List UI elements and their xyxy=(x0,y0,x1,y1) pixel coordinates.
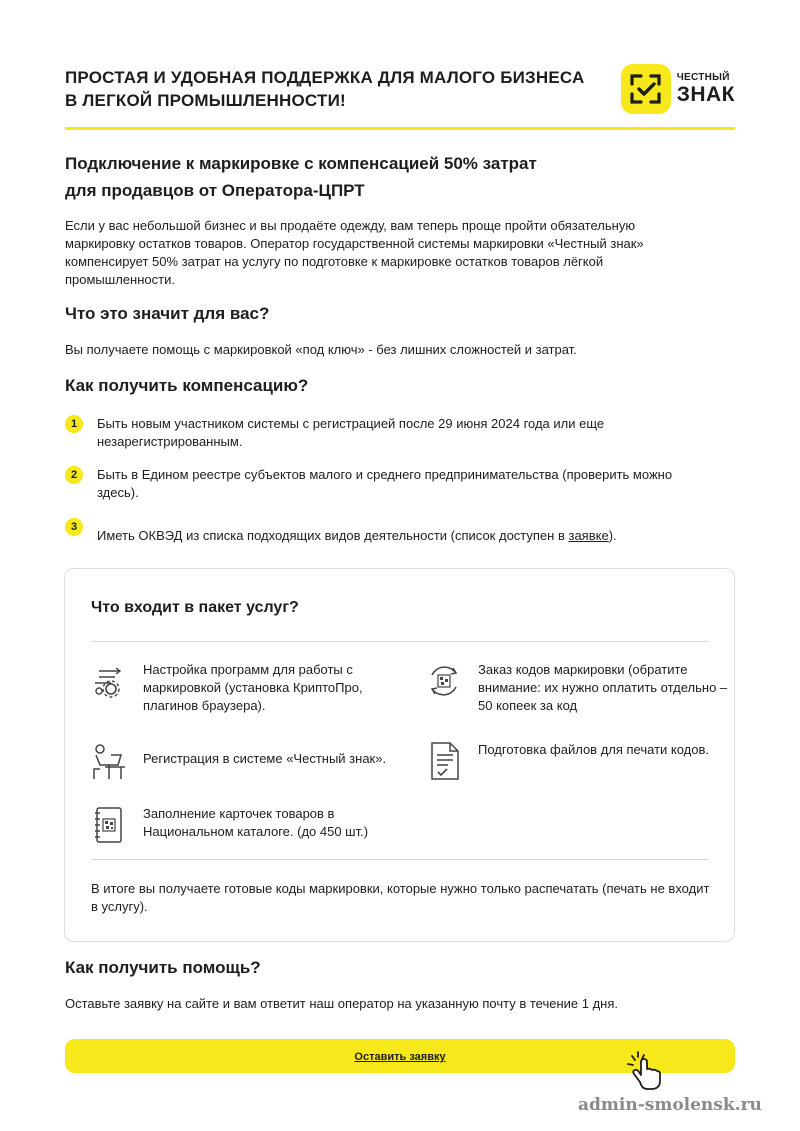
service-text: Подготовка файлов для печати кодов. xyxy=(478,742,710,757)
submit-application-label[interactable]: Оставить заявку xyxy=(354,1051,446,1063)
logo-wordmark xyxy=(677,73,735,105)
meaning-heading: Что это значит для вас? xyxy=(65,304,270,323)
card-divider xyxy=(91,641,709,642)
service-text: Регистрация в системе «Честный знак». xyxy=(143,751,387,766)
intro-heading xyxy=(65,150,735,204)
logo-line2: ЗНАК xyxy=(676,83,735,106)
intro-heading-line1: Подключение к маркировке с компенсацией 50% затрат xyxy=(65,154,537,173)
step-text: Быть в Едином реестре субъектов малого и среднего предпринимательства (проверить можно здесь). xyxy=(97,467,673,500)
package-footer-text: В итоге вы получаете готовые коды маркировки, которые нужно только распечатать (печать не входит в услугу). xyxy=(91,881,710,914)
header-divider xyxy=(65,127,735,130)
step-number: 3 xyxy=(65,518,83,536)
compensation-heading: Как получить компенсацию? xyxy=(65,376,309,395)
document-check-icon xyxy=(426,741,462,781)
step-text: Быть новым участником системы с регистрацией после 29 июня 2024 года или еще незарегистрированным. xyxy=(97,416,605,449)
card-divider xyxy=(91,859,709,860)
help-heading: Как получить помощь? xyxy=(65,958,261,977)
logo-check-icon xyxy=(621,64,671,114)
intro-heading-line2: для продавцов от Оператора-ЦПРТ xyxy=(65,181,365,200)
chestny-znak-logo xyxy=(621,64,735,114)
meaning-text: Вы получаете помощь с маркировкой «под ключ» - без лишних сложностей и затрат. xyxy=(65,342,577,357)
service-text: Настройка программ для работы с маркировкой (установка КриптоПро, плагинов браузера). xyxy=(143,662,363,713)
package-heading: Что входит в пакет услуг? xyxy=(91,599,299,616)
step-text xyxy=(97,527,717,545)
logo-line1: ЧЕСТНЫЙ xyxy=(676,72,730,83)
refresh-code-icon xyxy=(426,661,462,701)
application-link[interactable]: заявке xyxy=(568,528,609,543)
notebook-code-icon xyxy=(91,805,127,845)
service-text: Заказ кодов маркировки (обратите внимание: их нужно оплатить отдельно – 50 копеек за код xyxy=(478,662,728,713)
site-watermark: admin-smolensk.ru xyxy=(578,1095,762,1115)
service-package-card xyxy=(64,568,735,942)
step-number: 1 xyxy=(65,415,83,433)
step-text-before: Иметь ОКВЭД из списка подходящих видов деятельности (список доступен в xyxy=(97,528,569,543)
intro-text: Если у вас небольшой бизнес и вы продаёте одежду, вам теперь проще пройти обязательную маркировку остатков товаров. Оператор государственной системы маркировки «Честный знак» компенсирует 50% затрат на услугу по подготовке к маркировке остатков товаров лёгкой промышленности. xyxy=(65,218,644,287)
settings-gear-icon xyxy=(91,661,127,701)
step-text-after: ). xyxy=(608,528,617,543)
service-text: Заполнение карточек товаров в Национальном каталоге. (до 450 шт.) xyxy=(143,806,369,839)
page-title: ПРОСТАЯ И УДОБНАЯ ПОДДЕРЖКА ДЛЯ МАЛОГО БИЗНЕСА В ЛЕГКОЙ ПРОМЫШЛЕННОСТИ! xyxy=(65,68,585,110)
pointer-hand-icon xyxy=(626,1050,666,1097)
page-header xyxy=(65,66,735,118)
step-number: 2 xyxy=(65,466,83,484)
person-computer-icon xyxy=(91,741,127,781)
help-text: Оставьте заявку на сайте и вам ответит наш оператор на указанную почту в течение 1 дня. xyxy=(65,996,618,1011)
